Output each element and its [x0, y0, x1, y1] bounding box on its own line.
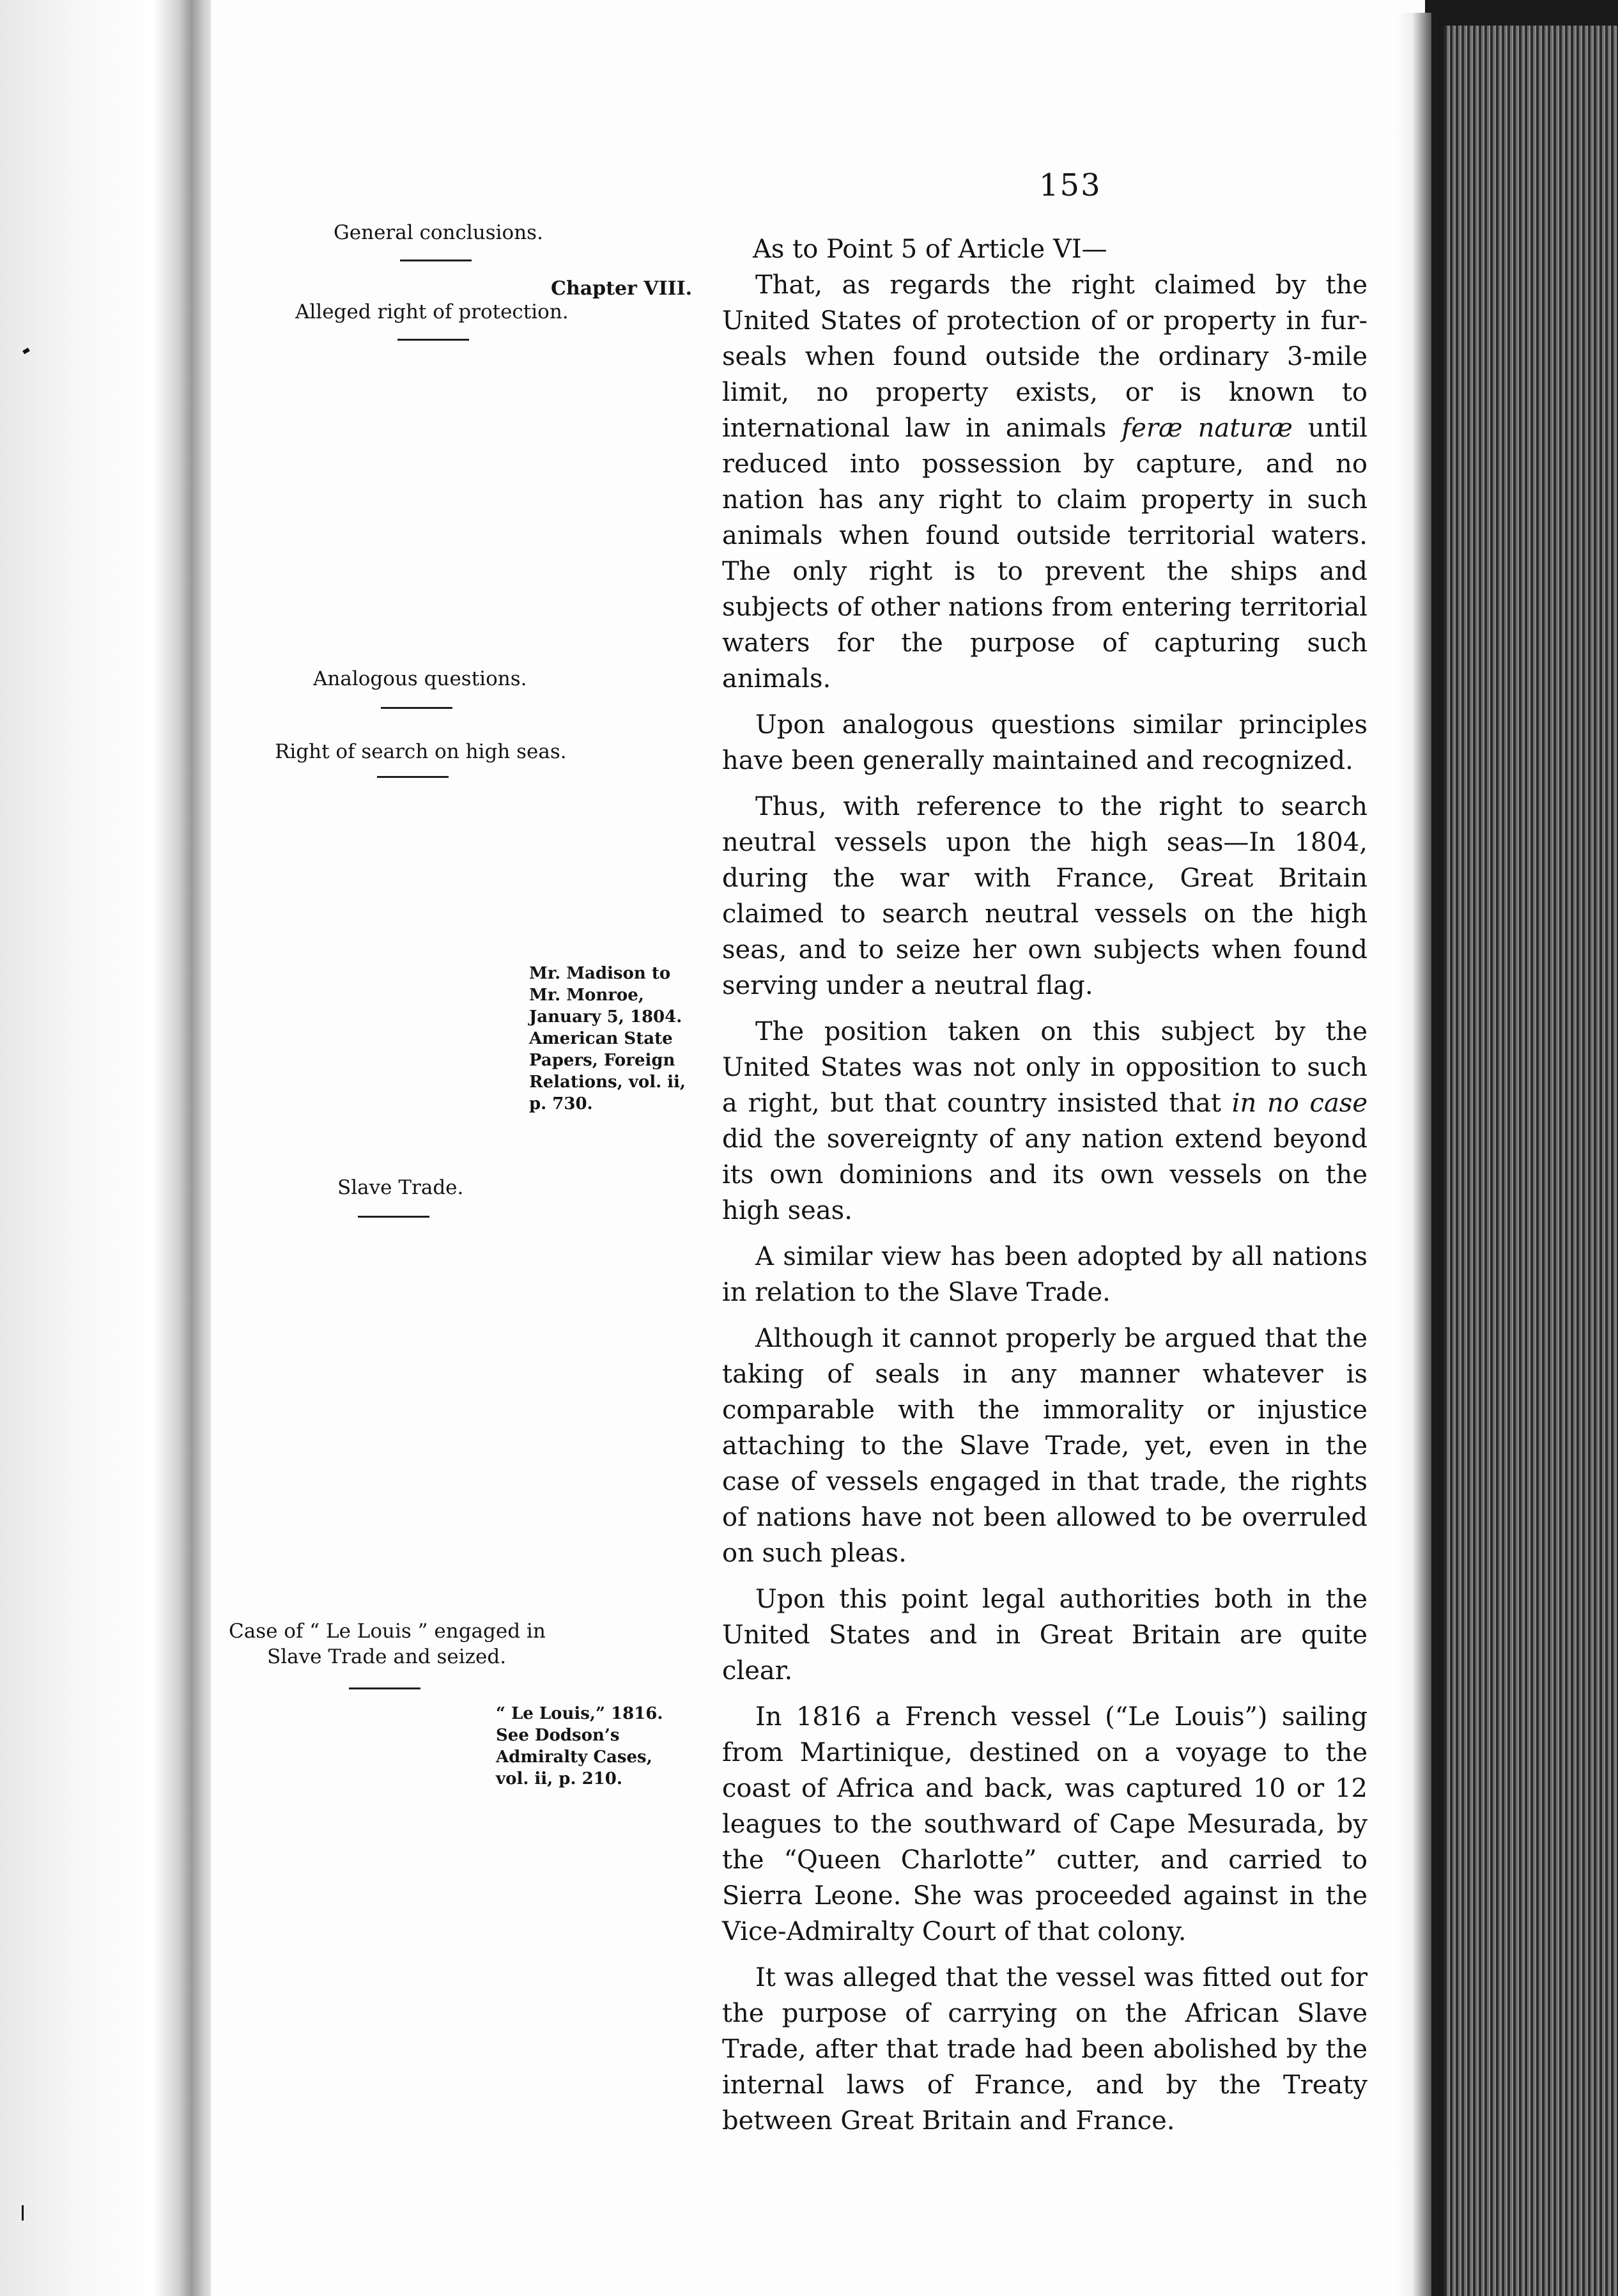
page-number: 153	[1039, 167, 1102, 203]
citation-line: See Dodson’s	[496, 1726, 620, 1745]
paragraph: In 1816 a French vessel (“Le Louis”) sailing from Martinique, destined on a voyage to the coast of Africa and back, was captured 10 or 12 leagues to the southward of Cape Mesurada, by the “Queen Charlotte” cutter, and carried to Sierra Leone. She was proceeded against in the Vice-Admiralty Court of that colony.	[722, 1702, 1368, 1946]
citation-line: Mr. Monroe,	[529, 986, 644, 1005]
citation-madison	[529, 963, 686, 1115]
citation-line: Relations, vol. ii,	[529, 1073, 686, 1092]
margin-note-le-louis-line1: Case of “ Le Louis ” engaged in	[229, 1620, 546, 1643]
paragraph: Upon this point legal authorities both in the United States and in Great Britain are quite clear.	[722, 1585, 1368, 1686]
citation-le-louis	[496, 1703, 663, 1790]
citation-line: Admiralty Cases,	[496, 1748, 652, 1767]
paragraph: Thus, with reference to the right to search neutral vessels upon the high seas—In 1804, during the war with France, Great Britain claimed to search neutral vessels on the high seas, and to seize her own subjects when found serving under a neutral flag.	[722, 792, 1368, 1000]
section-heading: As to Point 5 of Article VI—	[753, 235, 1107, 264]
text-run: until reduced into possession by capture, and no nation has any right to claim property in such animals when found outside territorial waters. The only right is to prevent the ships and subjects of other nations from entering territorial waters for the purpose of capturing such animals.	[722, 414, 1368, 694]
margin-note-chapter: Chapter VIII.	[551, 277, 693, 300]
citation-line: Mr. Madison to	[529, 964, 671, 983]
text-run: did the sovereignty of any nation extend beyond its own dominions and its own vessels on the high seas.	[722, 1124, 1368, 1225]
margin-note-right-of-search: Right of search on high seas.	[275, 740, 567, 763]
citation-line: vol. ii, p. 210.	[496, 1769, 622, 1788]
margin-rule	[358, 1216, 429, 1218]
margin-note-le-louis-line2: Slave Trade and seized.	[267, 1645, 507, 1668]
paragraph: Although it cannot properly be argued that the taking of seals in any manner whatever is comparable with the immorality or injustice attaching to the Slave Trade, yet, even in the case of vessels engaged in that trade, the rights of nations have not been allowed to be overruled on such pleas.	[722, 1324, 1368, 1568]
page-stack-edges	[1444, 26, 1618, 2296]
text-run: The position taken on this subject by the United States was not only in opposition to such a right, but that country insisted that	[722, 1017, 1368, 1118]
ink-speck	[22, 2205, 24, 2221]
margin-rule	[349, 1687, 420, 1689]
citation-line: Papers, Foreign	[529, 1051, 675, 1070]
citation-line: January 5, 1804.	[529, 1007, 682, 1027]
citation-line: “ Le Louis,” 1816.	[496, 1704, 663, 1723]
margin-note-slave-trade: Slave Trade.	[337, 1176, 464, 1199]
page-edge	[1393, 13, 1431, 2296]
margin-rule	[377, 776, 449, 778]
italic-latin-phrase: feræ naturæ	[1121, 414, 1293, 443]
paragraph	[722, 1014, 1368, 1229]
paragraph: A similar view has been adopted by all nations in relation to the Slave Trade.	[722, 1242, 1368, 1307]
margin-rule	[400, 260, 472, 261]
paragraph	[722, 267, 1368, 697]
italic-emphasis: in no case	[1231, 1089, 1368, 1118]
margin-note-general-conclusions: General conclusions.	[334, 221, 543, 244]
paragraph: Upon analogous questions similar principles have been generally maintained and recognized.	[722, 710, 1368, 775]
margin-note-alleged-right: Alleged right of protection.	[295, 300, 569, 323]
paragraph: It was alleged that the vessel was fitted out for the purpose of carrying on the African Slave Trade, after that trade had been abolished by the internal laws of France, and by the Treaty between Great Britain and France.	[722, 1963, 1368, 2136]
body-text	[722, 231, 1368, 2149]
citation-line: p. 730.	[529, 1094, 593, 1113]
text-run: That, as regards the right claimed by the United States of protection of or property in fur-seals when found outside the ordinary 3-mile limit, no property exists, or is known to international law in animals	[722, 270, 1368, 443]
margin-note-analogous-questions: Analogous questions.	[313, 667, 527, 690]
margin-rule	[397, 339, 469, 341]
margin-rule	[381, 707, 452, 709]
citation-line: American State	[529, 1029, 673, 1048]
